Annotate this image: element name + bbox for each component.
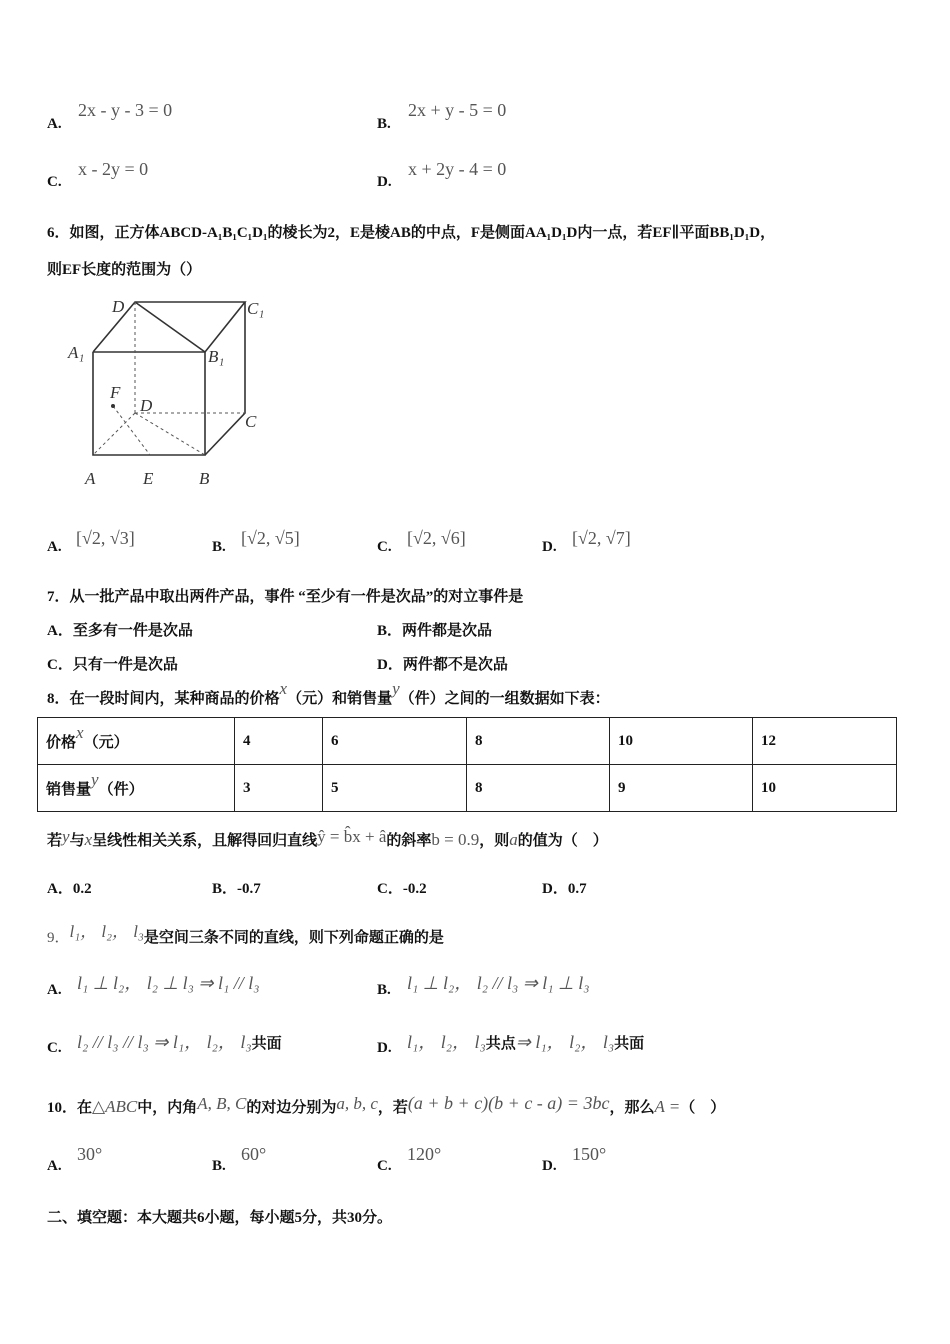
q5-option-d-label: D. — [377, 174, 392, 190]
q10-option-c-label: C. — [377, 1158, 392, 1174]
section-2-heading: 二、填空题：本大题共6小题，每小题5分，共30分。 — [47, 1210, 393, 1226]
label-d: D — [140, 396, 153, 415]
table-row-sales — [38, 765, 897, 812]
label-d1: D — [112, 297, 125, 316]
regression-equation: ŷ = b̂x + â — [317, 827, 387, 846]
q9-option-c-label: C. — [47, 1040, 62, 1056]
q9-option-b-expr: l₁ ⊥ l₂， l₂ // l₃ ⇒ l₁ ⊥ l₃ — [407, 973, 590, 993]
q9-option-a-label: A. — [47, 982, 62, 998]
q9-option-d-label: D. — [377, 1040, 392, 1056]
q7-option-c: C．只有一件是次品 — [47, 657, 178, 673]
table-cell: 10 — [610, 718, 753, 765]
label-a: A — [85, 469, 96, 488]
label-c: C — [245, 412, 257, 431]
diagonal-db — [135, 413, 205, 455]
table-cell: 8 — [467, 765, 610, 812]
point-f — [111, 404, 115, 408]
q9-option-a-expr: l₁ ⊥ l₂， l₂ ⊥ l₃ ⇒ l₁ // l₃ — [77, 973, 260, 993]
q6-stem-line2: 则EF长度的范围为（） — [47, 262, 202, 278]
q10-option-b-expr: 60° — [241, 1144, 267, 1164]
cube-top-diagonal — [135, 302, 205, 352]
table-cell: 6 — [323, 718, 467, 765]
label-c1: C₁ — [247, 299, 265, 318]
table-row-price — [38, 718, 897, 765]
table-cell: 10 — [753, 765, 897, 812]
q7-stem: 7．从一批产品中取出两件产品，事件 “至少有一件是次品”的对立事件是 — [47, 589, 524, 605]
q8-var-y: y — [392, 679, 400, 698]
q8-option-c: C．-0.2 — [377, 881, 427, 897]
q7-option-b: B．两件都是次品 — [377, 623, 493, 639]
q9-option-c: l₂ // l₃ // l₃ ⇒ l₁， l₂， l₃共面 — [77, 1032, 282, 1052]
q5-option-c-expr: x - 2y = 0 — [78, 159, 149, 179]
label-b: B — [199, 469, 210, 488]
q6-option-c-label: C. — [377, 539, 392, 555]
q6-option-d-expr: [√2, √7] — [572, 528, 631, 548]
q8-var-x: x — [279, 679, 288, 698]
table-cell: 9 — [610, 765, 753, 812]
table-cell: 5 — [323, 765, 467, 812]
label-e: E — [143, 469, 154, 488]
q5-option-b-label: B. — [377, 116, 391, 132]
q6-option-a-expr: [√2, √3] — [76, 528, 135, 548]
cube-figure — [60, 290, 300, 500]
q6-option-b-expr: [√2, √5] — [241, 528, 300, 548]
table-cell: 4 — [235, 718, 323, 765]
row-header-price: 价格x（元） — [38, 718, 235, 765]
q10-option-b-label: B. — [212, 1158, 226, 1174]
q5-option-c-label: C. — [47, 174, 62, 190]
q6-option-b-label: B. — [212, 539, 226, 555]
q8-stem-a: 8．在一段时间内，某种商品的价格 — [47, 691, 280, 707]
q7-option-a: A．至多有一件是次品 — [47, 623, 193, 639]
q6-option-a-label: A. — [47, 539, 62, 555]
q10-option-a-expr: 30° — [77, 1144, 103, 1164]
q10-option-a-label: A. — [47, 1158, 62, 1174]
q10-option-c-expr: 120° — [407, 1144, 442, 1164]
cube-right-edges — [205, 302, 245, 455]
q6-option-d-label: D. — [542, 539, 557, 555]
q8-followup: 若y与x呈线性相关关系，且解得回归直线ŷ = b̂x + â的斜率b = 0.9，则a的值为（ ） — [47, 827, 608, 849]
q9-option-b-label: B. — [377, 982, 391, 998]
q8-stem-c: （件）之间的一组数据如下表： — [399, 691, 610, 707]
q8-stem-b: （元）和销售量 — [287, 691, 393, 707]
label-f: F — [110, 383, 121, 402]
q10-option-d-expr: 150° — [572, 1144, 607, 1164]
q9-stem: 9．l₁， l₂， l₃是空间三条不同的直线，则下列命题正确的是 — [47, 922, 444, 946]
q5-option-b-expr: 2x + y - 5 = 0 — [408, 100, 507, 120]
q5-option-a-label: A. — [47, 116, 62, 132]
table-cell: 8 — [467, 718, 610, 765]
q6-option-c-expr: [√2, √6] — [407, 528, 466, 548]
slope-value: b = 0.9 — [431, 830, 480, 849]
table-cell: 3 — [235, 765, 323, 812]
q10-option-d-label: D. — [542, 1158, 557, 1174]
q5-option-d-expr: x + 2y - 4 = 0 — [408, 159, 507, 179]
q8-option-d: D．0.7 — [542, 881, 587, 897]
q9-option-d: l₁， l₂， l₃共点⇒ l₁， l₂， l₃共面 — [407, 1032, 645, 1052]
table-cell: 12 — [753, 718, 897, 765]
q5-option-a-expr: 2x - y - 3 = 0 — [78, 100, 173, 120]
edge-da — [93, 413, 135, 455]
q6-stem-line1: 6．如图，正方体ABCD-A₁B₁C₁D₁的棱长为2，E是棱AB的中点，F是侧面AA₁D₁D内一点，若EF∥平面BB₁D₁D， — [47, 225, 776, 241]
label-b1: B₁ — [208, 347, 225, 366]
row-header-sales: 销售量y（件） — [38, 765, 235, 812]
q8-option-b: B．-0.7 — [212, 881, 261, 897]
q7-option-d: D．两件都不是次品 — [377, 657, 508, 673]
q10-stem: 10．在△ABC中，内角A, B, C的对边分别为a, b, c，若(a + b + c)(b + c - a) = 3bc，那么A =（ ） — [47, 1093, 726, 1116]
q8-stem — [47, 679, 610, 708]
q8-option-a: A．0.2 — [47, 881, 92, 897]
label-a1: A₁ — [68, 343, 85, 362]
price-sales-table — [37, 717, 897, 812]
